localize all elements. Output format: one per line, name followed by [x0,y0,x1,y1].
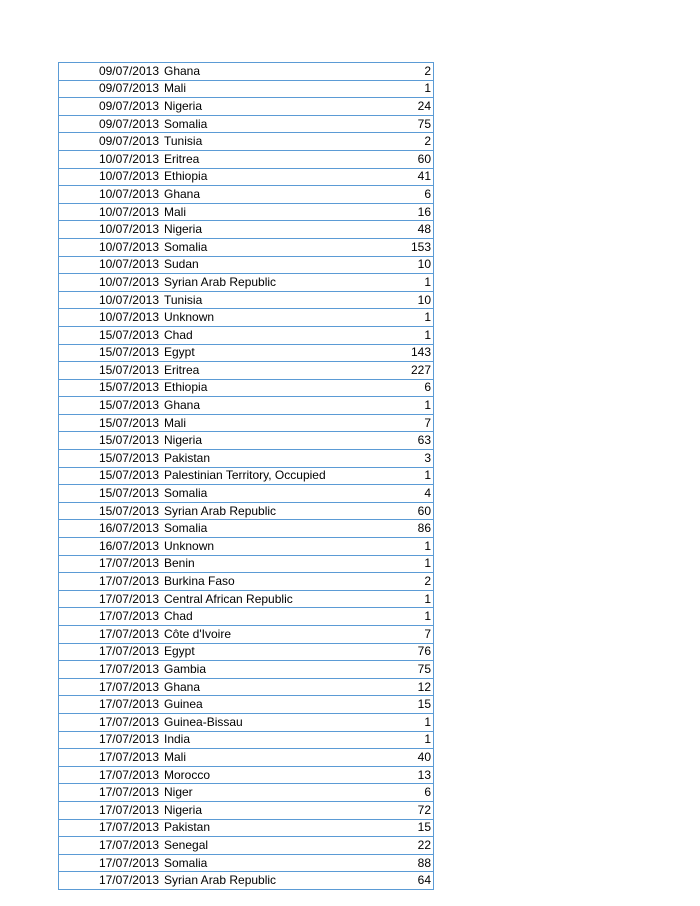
date-cell: 09/07/2013 [59,98,163,116]
table-row [59,414,434,432]
count-cell: 1 [386,467,434,485]
date-cell: 09/07/2013 [59,115,163,133]
count-cell: 1 [386,274,434,292]
table-row [59,274,434,292]
country-cell: Ghana [162,186,386,204]
date-cell: 10/07/2013 [59,221,163,239]
table-row [59,256,434,274]
table-row [59,643,434,661]
count-cell: 48 [386,221,434,239]
country-cell: Nigeria [162,221,386,239]
count-cell: 1 [386,326,434,344]
table-row [59,872,434,890]
country-cell: Somalia [162,485,386,503]
date-cell: 17/07/2013 [59,854,163,872]
country-cell: Ethiopia [162,379,386,397]
table-row [59,555,434,573]
table-row [59,150,434,168]
table-row [59,749,434,767]
table-row [59,502,434,520]
table-row [59,186,434,204]
country-cell: Somalia [162,520,386,538]
table-row [59,168,434,186]
table-row [59,608,434,626]
date-cell: 17/07/2013 [59,819,163,837]
count-cell: 10 [386,256,434,274]
date-cell: 15/07/2013 [59,362,163,380]
count-cell: 7 [386,414,434,432]
count-cell: 1 [386,80,434,98]
date-cell: 10/07/2013 [59,256,163,274]
count-cell: 63 [386,432,434,450]
date-cell: 17/07/2013 [59,643,163,661]
count-cell: 75 [386,661,434,679]
country-cell: Senegal [162,837,386,855]
date-cell: 16/07/2013 [59,538,163,556]
date-cell: 10/07/2013 [59,274,163,292]
count-cell: 1 [386,731,434,749]
date-cell: 09/07/2013 [59,63,163,81]
date-cell: 17/07/2013 [59,872,163,890]
date-cell: 15/07/2013 [59,502,163,520]
country-cell: Mali [162,203,386,221]
table-row [59,115,434,133]
country-cell: Mali [162,749,386,767]
date-cell: 17/07/2013 [59,590,163,608]
date-cell: 15/07/2013 [59,344,163,362]
table-row [59,203,434,221]
date-cell: 17/07/2013 [59,801,163,819]
table-row [59,238,434,256]
count-cell: 1 [386,555,434,573]
table-row [59,837,434,855]
country-cell: Tunisia [162,291,386,309]
date-cell: 15/07/2013 [59,397,163,415]
country-cell: Somalia [162,115,386,133]
count-cell: 60 [386,502,434,520]
country-cell: Guinea-Bissau [162,713,386,731]
country-cell: Mali [162,80,386,98]
country-cell: Nigeria [162,801,386,819]
date-cell: 17/07/2013 [59,626,163,644]
country-cell: Central African Republic [162,590,386,608]
count-cell: 22 [386,837,434,855]
count-cell: 1 [386,713,434,731]
date-cell: 09/07/2013 [59,80,163,98]
date-cell: 10/07/2013 [59,203,163,221]
date-cell: 17/07/2013 [59,784,163,802]
country-cell: Egypt [162,643,386,661]
date-cell: 17/07/2013 [59,696,163,714]
count-cell: 75 [386,115,434,133]
date-cell: 17/07/2013 [59,555,163,573]
country-cell: Ghana [162,63,386,81]
date-cell: 17/07/2013 [59,749,163,767]
table-row [59,362,434,380]
table-row [59,784,434,802]
count-cell: 60 [386,150,434,168]
table-row [59,573,434,591]
table-row [59,450,434,468]
count-cell: 6 [386,186,434,204]
count-cell: 1 [386,608,434,626]
count-cell: 3 [386,450,434,468]
date-cell: 15/07/2013 [59,379,163,397]
count-cell: 227 [386,362,434,380]
date-cell: 17/07/2013 [59,661,163,679]
data-table [58,62,434,890]
table-row [59,397,434,415]
count-cell: 88 [386,854,434,872]
country-cell: Gambia [162,661,386,679]
table-row [59,819,434,837]
count-cell: 7 [386,626,434,644]
count-cell: 1 [386,538,434,556]
table-row [59,80,434,98]
table-row [59,309,434,327]
date-cell: 15/07/2013 [59,326,163,344]
country-cell: Syrian Arab Republic [162,274,386,292]
country-cell: Syrian Arab Republic [162,502,386,520]
count-cell: 1 [386,590,434,608]
date-cell: 15/07/2013 [59,485,163,503]
date-cell: 17/07/2013 [59,713,163,731]
country-cell: Benin [162,555,386,573]
country-cell: India [162,731,386,749]
table-row [59,291,434,309]
country-cell: Morocco [162,766,386,784]
table-row [59,696,434,714]
country-cell: Unknown [162,538,386,556]
count-cell: 86 [386,520,434,538]
count-cell: 2 [386,573,434,591]
table-row [59,221,434,239]
country-cell: Somalia [162,854,386,872]
table-row [59,133,434,151]
country-cell: Nigeria [162,98,386,116]
count-cell: 4 [386,485,434,503]
date-cell: 15/07/2013 [59,432,163,450]
count-cell: 15 [386,819,434,837]
country-cell: Egypt [162,344,386,362]
country-cell: Pakistan [162,819,386,837]
count-cell: 12 [386,678,434,696]
count-cell: 15 [386,696,434,714]
table-row [59,379,434,397]
count-cell: 2 [386,63,434,81]
table-row [59,432,434,450]
date-cell: 10/07/2013 [59,291,163,309]
table-row [59,538,434,556]
country-cell: Tunisia [162,133,386,151]
count-cell: 76 [386,643,434,661]
country-cell: Eritrea [162,362,386,380]
country-cell: Unknown [162,309,386,327]
table-body [59,63,434,890]
count-cell: 143 [386,344,434,362]
country-cell: Sudan [162,256,386,274]
country-cell: Nigeria [162,432,386,450]
date-cell: 10/07/2013 [59,150,163,168]
date-cell: 15/07/2013 [59,467,163,485]
date-cell: 15/07/2013 [59,450,163,468]
count-cell: 153 [386,238,434,256]
count-cell: 10 [386,291,434,309]
count-cell: 6 [386,379,434,397]
date-cell: 17/07/2013 [59,731,163,749]
table-row [59,520,434,538]
count-cell: 13 [386,766,434,784]
count-cell: 40 [386,749,434,767]
count-cell: 41 [386,168,434,186]
country-cell: Syrian Arab Republic [162,872,386,890]
country-cell: Guinea [162,696,386,714]
table-row [59,626,434,644]
country-cell: Burkina Faso [162,573,386,591]
date-cell: 17/07/2013 [59,573,163,591]
date-cell: 09/07/2013 [59,133,163,151]
date-cell: 17/07/2013 [59,766,163,784]
table-row [59,63,434,81]
table-row [59,98,434,116]
count-cell: 2 [386,133,434,151]
count-cell: 24 [386,98,434,116]
table-row [59,344,434,362]
table-row [59,678,434,696]
table-row [59,731,434,749]
country-cell: Pakistan [162,450,386,468]
date-cell: 17/07/2013 [59,608,163,626]
table-row [59,485,434,503]
count-cell: 1 [386,397,434,415]
count-cell: 72 [386,801,434,819]
country-cell: Ghana [162,397,386,415]
country-cell: Côte d'Ivoire [162,626,386,644]
count-cell: 16 [386,203,434,221]
table-row [59,661,434,679]
country-cell: Ghana [162,678,386,696]
count-cell: 6 [386,784,434,802]
country-cell: Somalia [162,238,386,256]
date-cell: 10/07/2013 [59,186,163,204]
date-cell: 17/07/2013 [59,678,163,696]
country-cell: Niger [162,784,386,802]
count-cell: 1 [386,309,434,327]
country-cell: Ethiopia [162,168,386,186]
table-row [59,801,434,819]
table-row [59,713,434,731]
country-cell: Mali [162,414,386,432]
table-row [59,467,434,485]
date-cell: 10/07/2013 [59,309,163,327]
table-row [59,854,434,872]
country-cell: Chad [162,608,386,626]
country-cell: Chad [162,326,386,344]
date-cell: 17/07/2013 [59,837,163,855]
count-cell: 64 [386,872,434,890]
date-cell: 10/07/2013 [59,238,163,256]
table-row [59,326,434,344]
country-cell: Eritrea [162,150,386,168]
table-row [59,590,434,608]
country-cell: Palestinian Territory, Occupied [162,467,386,485]
date-cell: 16/07/2013 [59,520,163,538]
date-cell: 10/07/2013 [59,168,163,186]
table-row [59,766,434,784]
date-cell: 15/07/2013 [59,414,163,432]
